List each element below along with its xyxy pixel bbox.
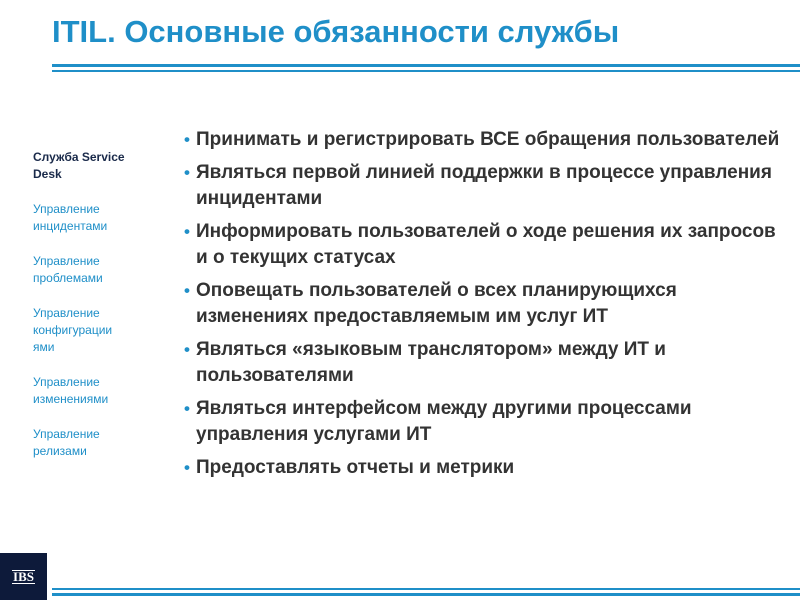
title-rule-bottom	[52, 70, 800, 72]
sidebar-item-changes[interactable]: Управление изменениями	[33, 375, 109, 406]
sidebar-item-service-desk[interactable]: Служба Service Desk	[33, 150, 125, 181]
sidebar-nav	[33, 149, 163, 478]
list-item: • Являться первой линией поддержки в процессе управления инцидентами	[184, 162, 772, 209]
footer-rule-top	[52, 588, 800, 590]
title-rule-top	[52, 64, 800, 67]
bullet-icon: •	[184, 222, 190, 241]
bullet-icon: •	[184, 281, 190, 300]
list-item: • Информировать пользователей о ходе решения их запросов и о текущих статусах	[184, 221, 776, 268]
list-item: • Оповещать пользователей о всех планирующихся изменениях предоставляемым им услуг ИТ	[184, 280, 677, 327]
sidebar-item-releases[interactable]: Управление релизами	[33, 427, 100, 458]
bullet-icon: •	[184, 163, 190, 182]
list-item: • Являться «языковым транслятором» между ИТ и пользователями	[184, 339, 666, 386]
bullet-icon: •	[184, 399, 190, 418]
footer-rule-bottom	[52, 593, 800, 596]
list-item: • Предоставлять отчеты и метрики	[184, 455, 784, 481]
list-item: • Являться интерфейсом между другими процессами управления услугами ИТ	[184, 398, 692, 445]
list-item: • Принимать и регистрировать ВСЕ обращения пользователей	[184, 127, 784, 153]
page-title: ITIL. Основные обязанности службы	[52, 14, 620, 49]
bullet-icon: •	[184, 458, 190, 477]
duties-list	[184, 127, 784, 488]
sidebar-item-problems[interactable]: Управление проблемами	[33, 254, 103, 285]
sidebar-item-incidents[interactable]: Управление инцидентами	[33, 202, 108, 233]
bullet-icon: •	[184, 340, 190, 359]
ibs-logo: IBS	[0, 553, 47, 600]
sidebar-item-configurations[interactable]: Управление конфигурации ями	[33, 306, 113, 354]
bullet-icon: •	[184, 130, 190, 149]
